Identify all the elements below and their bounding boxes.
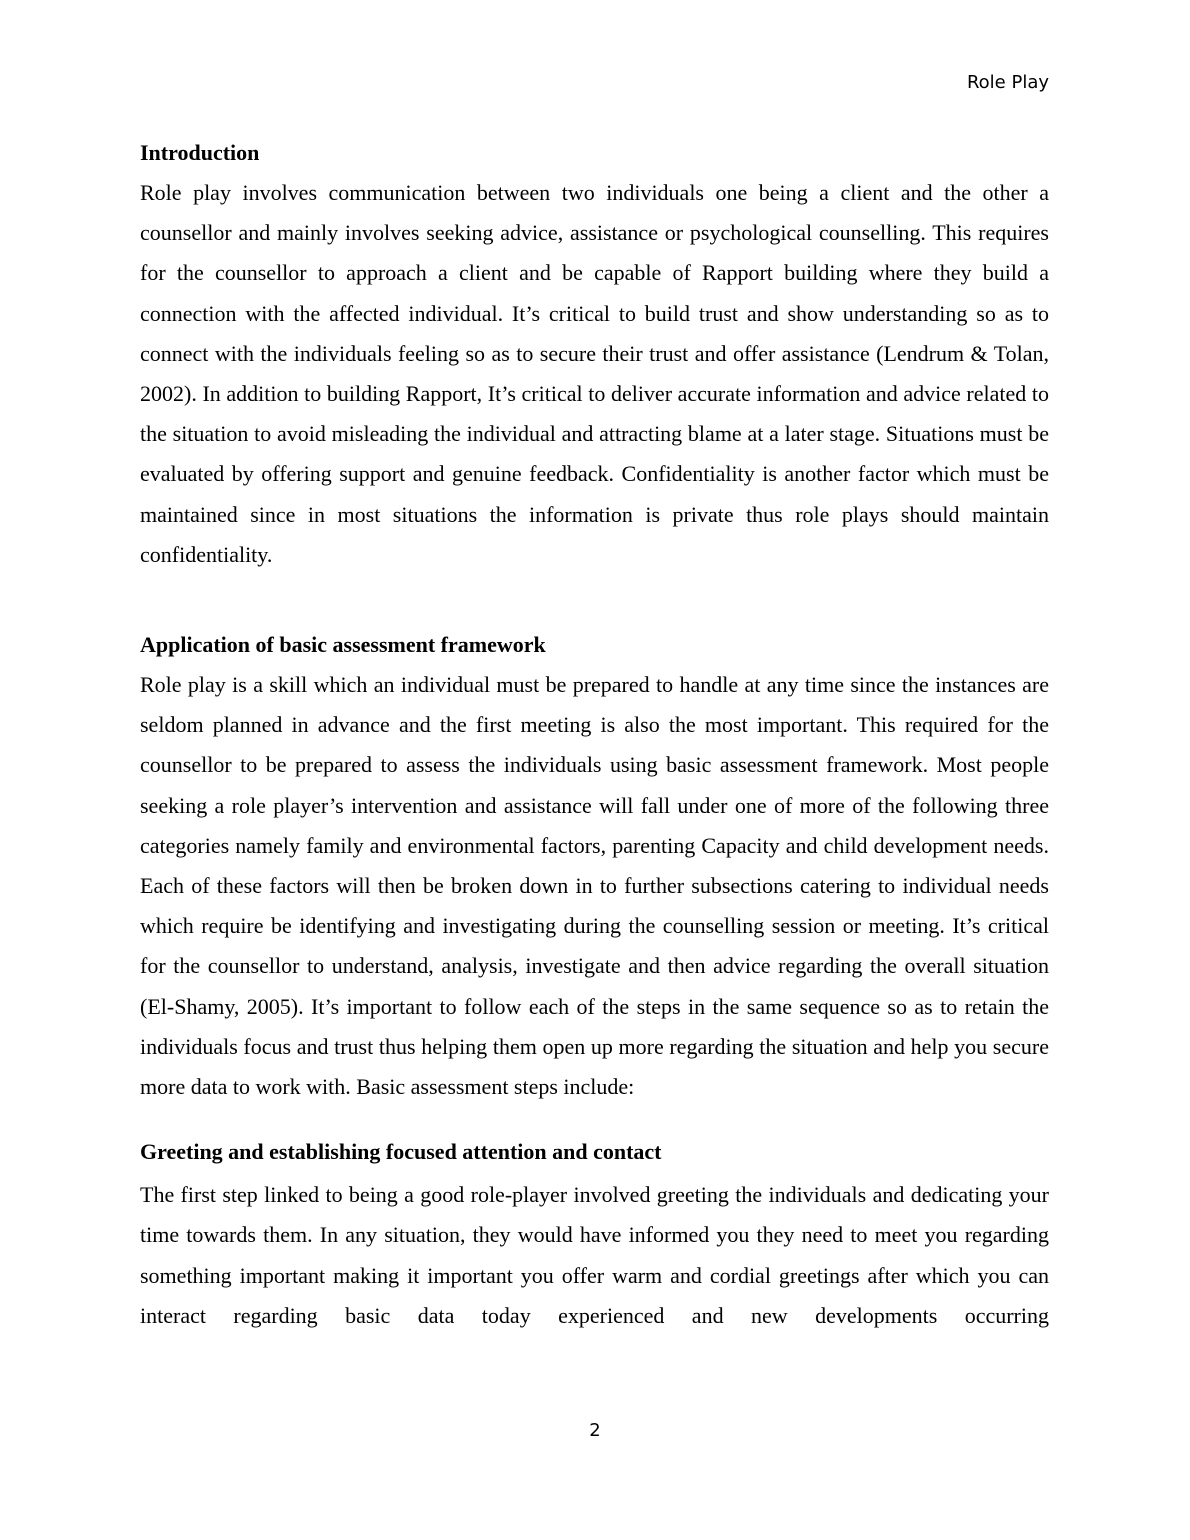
paragraph-introduction: Role play involves communication between two individuals one being a client and the other a counsellor and mainly involves seeking advice, assistance or psychological counselling. This requires for the counsellor to approach a client and be capable of Rapport building where they build a connection with the affected individual. It’s critical to build trust and show understanding so as to connect with the individuals feeling so as to secure their trust and offer assistance (Lendrum & Tolan, 2002). In addition to building Rapport, It’s critical to deliver accurate information and advice related to the situation to avoid misleading the individual and attracting blame at a later stage. Situations must be evaluated by offering support and genuine feedback. Confidentiality is another factor which must be maintained since in most situations the information is private thus role plays should maintain confidentiality.	[140, 180, 1049, 567]
paragraph-application: Role play is a skill which an individual must be prepared to handle at any time since the instances are seldom planned in advance and the first meeting is also the most important. This required for the counsellor to be prepared to assess the individuals using basic assessment framework. Most people seeking a role player’s intervention and assistance will fall under one of more of the following three categories namely family and environmental factors, parenting Capacity and child development needs. Each of these factors will then be broken down in to further subsections catering to individual needs which require be identifying and investigating during the counselling session or meeting. It’s critical for the counsellor to understand, analysis, investigate and then advice regarding the overall situation (El-Shamy, 2005). It’s important to follow each of the steps in the same sequence so as to retain the individuals focus and trust thus helping them open up more regarding the situation and help you secure more data to work with. Basic assessment steps include:	[140, 672, 1049, 1100]
paragraph-greeting: The first step linked to being a good role-player involved greeting the individuals and dedicating your time towards them. In any situation, they would have informed you they need to meet you regarding something important making it important you offer warm and cordial greetings after which you can interact regarding basic data today experienced and new developments occurring	[140, 1182, 1049, 1328]
document-body	[140, 138, 1049, 1335]
page-number: 2	[589, 1420, 601, 1441]
heading-greeting: Greeting and establishing focused attention and contact	[140, 1139, 662, 1165]
heading-application: Application of basic assessment framework	[140, 632, 546, 658]
running-header: Role Play	[966, 72, 1049, 93]
heading-introduction: Introduction	[140, 140, 260, 165]
